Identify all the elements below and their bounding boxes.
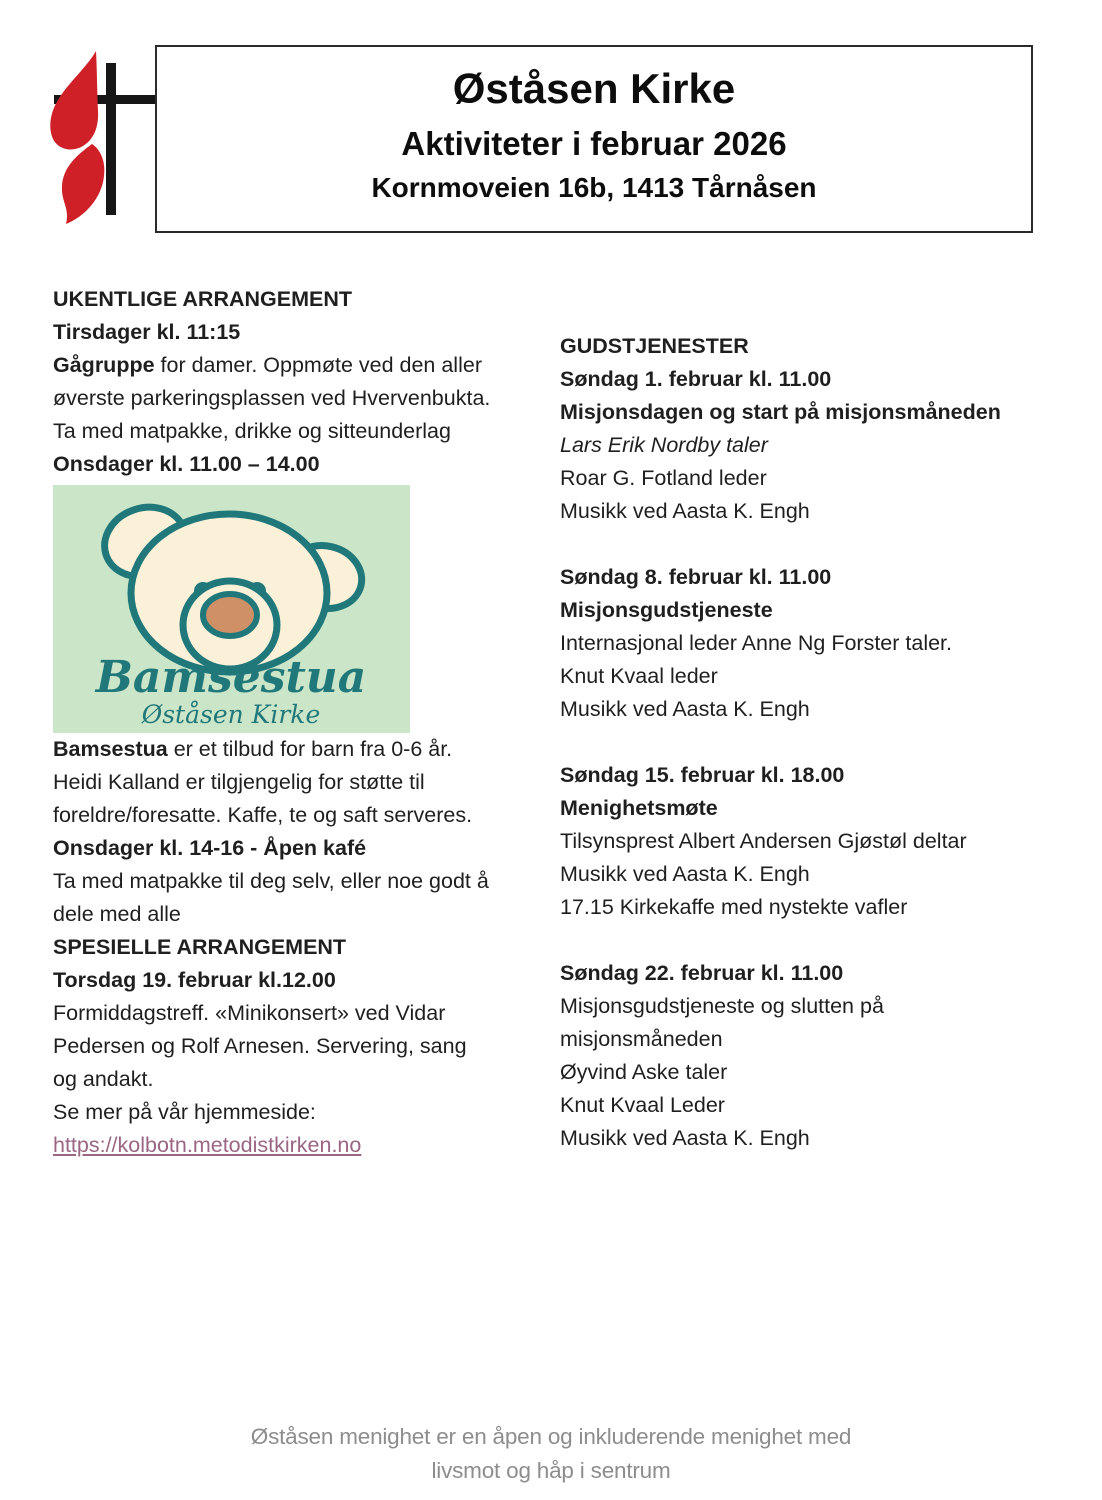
service-date: Søndag 22. februar kl. 11.00 — [560, 961, 844, 985]
service-line: Musikk ved Aasta K. Engh — [560, 697, 810, 721]
service-line: Tilsynsprest Albert Andersen Gjøstøl deltar — [560, 829, 967, 853]
service-line: Øyvind Aske taler — [560, 1060, 728, 1084]
gagruppe-text: for damer. Oppmøte ved den aller øverste parkeringsplassen ved Hvervenbukta. Ta med matpakke, drikke og sitteunderlag — [53, 353, 491, 443]
footer-line-2: livsmot og håp i sentrum — [431, 1458, 671, 1483]
service-line: Musikk ved Aasta K. Engh — [560, 499, 810, 523]
cross-vertical-bar — [106, 63, 116, 215]
torsdag-heading: Torsdag 19. februar kl.12.00 — [53, 968, 336, 992]
header-box — [155, 45, 1033, 233]
homepage-label: Se mer på vår hjemmeside: — [53, 1100, 316, 1124]
service-line: 17.15 Kirkekaffe med nystekte vafler — [560, 895, 908, 919]
footer-line-1: Øståsen menighet er en åpen og inkluderende menighet med — [250, 1424, 852, 1449]
homepage-link-row — [53, 1129, 493, 1162]
gagruppe-paragraph — [53, 349, 493, 448]
service-date: Søndag 1. februar kl. 11.00 — [560, 367, 832, 391]
torsdag-text: Formiddagstreff. «Minikonsert» ved Vidar Pedersen og Rolf Arnesen. Servering, sang og andakt. — [53, 1001, 467, 1091]
services-heading: GUDSTJENESTER — [560, 334, 749, 358]
service-title: Menighetsmøte — [560, 796, 718, 820]
service-date: Søndag 15. februar kl. 18.00 — [560, 763, 845, 787]
bamsestua-logo — [53, 485, 410, 733]
bamsestua-lead: Bamsestua — [53, 737, 168, 761]
bamsestua-text: er et tilbud for barn fra 0-6 år. Heidi Kalland er tilgjengelig for støtte til foreldre/foresatte. Kaffe, te og saft serveres. — [53, 737, 473, 827]
tirsdager-heading: Tirsdager kl. 11:15 — [53, 320, 241, 344]
service-entry — [560, 561, 1018, 726]
church-address: Kornmoveien 16b, 1413 Tårnåsen — [371, 172, 817, 203]
service-line: Knut Kvaal Leder — [560, 1093, 725, 1117]
bamsestua-title: Bamsestua — [95, 652, 367, 703]
onsdager1-heading: Onsdager kl. 11.00 – 14.00 — [53, 452, 320, 476]
flame-lower-icon — [62, 144, 104, 224]
service-entry — [560, 363, 1018, 528]
service-line: Misjonsgudstjeneste og slutten på misjonsmåneden — [560, 994, 884, 1051]
service-line: Musikk ved Aasta K. Engh — [560, 1126, 810, 1150]
umc-cross-and-flame-icon — [40, 45, 156, 231]
special-heading: SPESIELLE ARRANGEMENT — [53, 935, 347, 959]
service-line: Internasjonal leder Anne Ng Forster taler. — [560, 631, 952, 655]
service-title: Misjonsdagen og start på misjonsmåneden — [560, 400, 1001, 424]
onsdager2-text: Ta med matpakke til deg selv, eller noe godt å dele med alle — [53, 869, 489, 926]
service-line: Roar G. Fotland leder — [560, 466, 767, 490]
onsdager2-heading: Onsdager kl. 14-16 - Åpen kafé — [53, 836, 367, 860]
bamsestua-subtitle: Øståsen Kirke — [141, 700, 321, 729]
service-date: Søndag 8. februar kl. 11.00 — [560, 565, 832, 589]
page-title: Øståsen Kirke — [452, 65, 736, 112]
footer-motto — [0, 1420, 1102, 1488]
page-subtitle: Aktiviteter i februar 2026 — [401, 125, 787, 162]
service-entry — [560, 957, 1018, 1155]
homepage-link[interactable]: https://kolbotn.metodistkirken.no — [53, 1133, 362, 1157]
bamsestua-paragraph — [53, 733, 493, 832]
left-column — [53, 283, 493, 1162]
right-column — [560, 330, 1018, 1155]
service-line: Musikk ved Aasta K. Engh — [560, 862, 810, 886]
service-title: Misjonsgudstjeneste — [560, 598, 773, 622]
bear-nose — [203, 594, 257, 636]
weekly-heading: UKENTLIGE ARRANGEMENT — [53, 287, 353, 311]
gagruppe-lead: Gågruppe — [53, 353, 155, 377]
service-line: Lars Erik Nordby taler — [560, 433, 768, 457]
service-line: Knut Kvaal leder — [560, 664, 718, 688]
service-entry — [560, 759, 1018, 924]
